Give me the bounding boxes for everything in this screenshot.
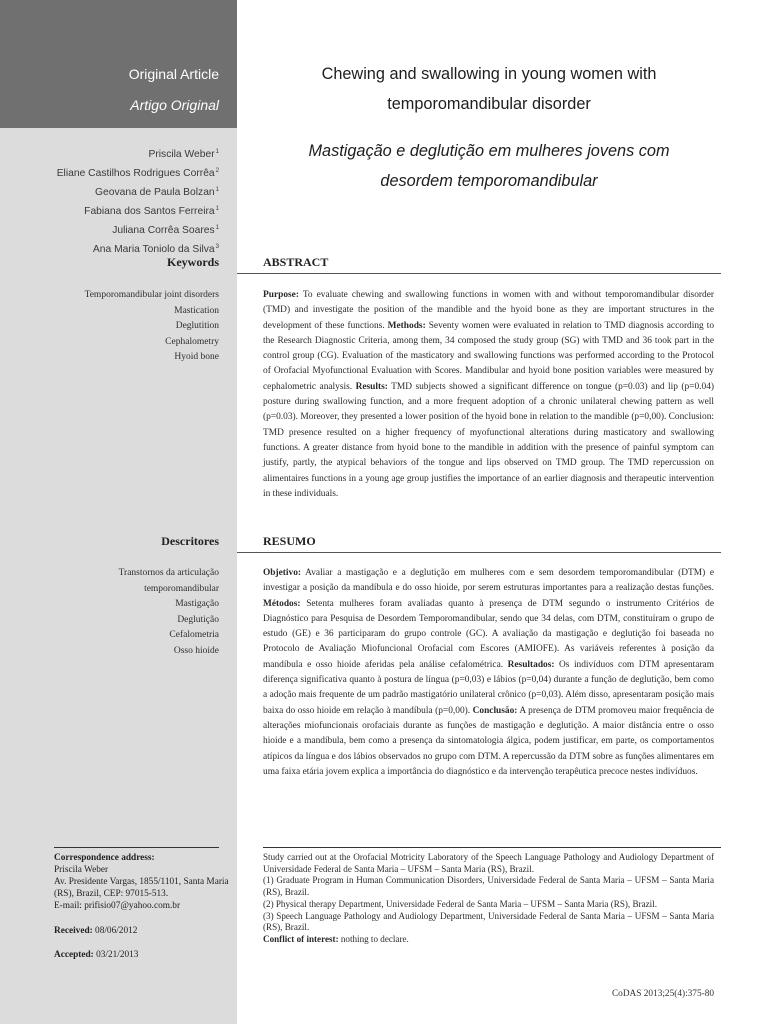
received-date: 08/06/2012 — [95, 926, 138, 936]
descritores-list — [119, 566, 219, 659]
journal-citation: CoDAS 2013;25(4):375-80 — [611, 989, 714, 999]
resumo-text — [263, 566, 714, 780]
article-type-pt: Artigo Original — [130, 97, 219, 113]
keyword-item: Mastication — [174, 305, 219, 316]
author-item: Priscila Weber$^1$ — [148, 149, 219, 160]
author-item: Geovana de Paula Bolzan$^1$ — [95, 187, 219, 198]
keywords-list — [85, 288, 219, 366]
accepted-date: 03/21/2013 — [96, 950, 139, 960]
results-label: Results: — [355, 381, 388, 392]
correspondence-name: Priscila Weber — [54, 865, 109, 875]
descritores-heading: Descritores — [161, 534, 219, 548]
keyword-item: Deglutition — [175, 321, 219, 331]
objetivo-label: Objetivo: — [263, 568, 302, 578]
conflict-text: nothing to declare. — [340, 933, 409, 944]
resultados-label: Resultados: — [507, 659, 555, 670]
purpose-label: Purpose: — [263, 290, 299, 300]
descritor-item: Mastigação — [175, 599, 219, 609]
keyword-item: Cephalometry — [165, 336, 219, 347]
footnote-affiliation: (2) Physical therapy Department, Universidade Federal de Santa Maria – UFSM – Santa Maria (RS), Brazil. — [263, 898, 657, 909]
author-item: Fabiana dos Santos Ferreira$^1$ — [84, 206, 219, 217]
abstract-rule — [237, 273, 721, 274]
resumo-heading: RESUMO — [263, 534, 316, 548]
title-pt — [264, 136, 714, 196]
footnote-study: Study carried out at the Orofacial Motricity Laboratory of the Speech Language Pathology and Audiology Department of Universidade Federal de Santa Maria – UFSM – Santa Maria (RS), Brazil. — [263, 852, 714, 874]
author-item: Juliana Corrêa Soares$^1$ — [112, 225, 219, 236]
correspondence-rule — [54, 847, 219, 848]
methods-label: Methods: — [387, 320, 426, 331]
title-pt-line: desordem temporomandibular — [380, 172, 598, 190]
descritor-item: Cefalometria — [169, 630, 219, 640]
keyword-item: Hyoid bone — [174, 352, 219, 362]
correspondence-address: Av. Presidente Vargas, 1855/1101, Santa Maria (RS), Brazil, CEP: 97015-513. — [54, 877, 229, 899]
conflict-label: Conflict of interest: — [263, 933, 339, 944]
correspondence-block — [54, 852, 229, 912]
title-pt-line: Mastigação e deglutição em mulheres jovens com — [308, 142, 670, 160]
author-item: Ana Maria Toniolo da Silva$^3$ — [92, 244, 219, 255]
received-label: Received: — [54, 926, 93, 936]
descritor-item: Transtornos da articulação — [118, 568, 219, 578]
results-text: TMD subjects showed a significant difference on tongue (p=0.03) and lip (p=0.04) posture during swallowing function, and a more frequent adoption of a chronic unilateral chewing pattern as well (p=0.03). Moreover, they presented a lower position of the hyoid bone in relation to the mandible (p=0,00). Conclusion: TMD presence resulted on a higher frequency of myofunctional alterations during masticatory and swallowing functions. A greater distance from hyoid bone to the mandible in addition with the presence of painful symptom can justify, partly, the atypical behaviors of the tongue and lips observed on TMD group. The TMD repercussion on alimentaires functions in a young age group justifies the importance of an earlier diagnosis and therapeutic intervention in these individuals. — [263, 381, 714, 499]
abstract-heading: ABSTRACT — [263, 255, 329, 269]
footnote-affiliation: (3) Speech Language Pathology and Audiology Department, Universidade Federal de Santa Maria – UFSM – Santa Maria (RS), Brazil. — [263, 910, 714, 933]
article-type-band — [0, 0, 237, 128]
resumo-rule — [237, 552, 721, 553]
keyword-item: Temporomandibular joint disorders — [84, 290, 219, 300]
sidebar — [0, 0, 237, 1024]
correspondence-email[interactable]: E-mail: prifisio07@yahoo.com.br — [54, 901, 181, 911]
purpose-text: To evaluate chewing and swallowing functions in women with and without temporomandibular disorder (TMD) and investigate the position of the mandible and the hyoid bone as they are important structures in the development of these functions. — [263, 290, 714, 331]
title-en — [264, 59, 714, 119]
correspondence-label: Correspondence address: — [54, 853, 155, 863]
descritor-item: temporomandibular — [144, 583, 219, 594]
title-en-line: temporomandibular disorder — [387, 95, 591, 113]
title-en-line: Chewing and swallowing in young women with — [321, 65, 657, 83]
keywords-heading: Keywords — [167, 255, 219, 269]
methods-text: Seventy women were evaluated in relation to TMD diagnosis according to the Research Diagnostic Criteria, among them, 34 composed the study group (SG) with TMD and 36 took part in the control group (CG). Evaluation of the masticatory and swallowing functions was performed according to the Protocol of Orofacial Myofunctional Evaluation with Scores. Mandibular and hyoid bone position variables were measured by cephalometric analysis. — [263, 320, 715, 392]
resultados-text: Os indivíduos com DTM apresentaram diferença significativa quanto à postura de língua (p=0,03) e lábios (p=0,04) durante a função de deglutição, bem como a adoção mais frequente de um padrão mastigatório unilateral crônico (p=0,03). Além disso, apresentaram posição mais baixa do osso hioide em relação à mandíbula (p=0,00). — [263, 659, 715, 716]
article-type-en: Original Article — [128, 66, 219, 82]
conclusao-text: A presença de DTM promoveu maior frequência de alterações miofuncionais orofaciais durante as funções de mastigação e deglutição. A maior distância entre o osso hioide e a mandíbula, bem como a presença da sintomatologia álgica, podem justificar, em parte, os comportamentos atípicos da língua e dos lábios observados no grupo com DTM. A repercussão da DTM sobre as funções alimentares em uma faixa etária jovem explica a importância do diagnóstico e da intervenção terapêutica precoce nestes indivíduos. — [263, 705, 714, 777]
descritor-item: Deglutição — [177, 614, 219, 625]
footnote-rule — [263, 847, 721, 848]
abstract-text — [263, 288, 714, 502]
accepted-line — [54, 950, 138, 960]
descritor-item: Osso hioide — [173, 645, 219, 656]
author-list — [57, 144, 219, 258]
footnote-affiliation: (1) Graduate Program in Human Communication Disorders, Universidade Federal de Santa Maria – UFSM – Santa Maria (RS), Brazil. — [263, 875, 714, 898]
metodos-text: Setenta mulheres foram avaliadas quanto à presença de DTM segundo o instrumento Critérios de Diagnóstico para Pesquisa de Desordem Temporomandibular, sendo que 34 delas, com DTM, constituíram o grupo de estudo (GE) e 36 participaram do grupo controle (GC). A avaliação da mastigação e deglutição foi baseada no Protocolo de Avaliação Miofuncional Orofacial com Escores (AMIOFE). As variáveis referentes à posição da mandíbula e osso hioide aferidas pela análise cefalométrica. — [263, 598, 715, 670]
accepted-label: Accepted: — [54, 950, 94, 960]
footnote-conflict — [263, 934, 714, 946]
conclusao-label: Conclusão: — [472, 705, 518, 716]
objetivo-text: Avaliar a mastigação e a deglutição em mulheres com e sem desordem temporomandibular (DTM) e investigar a posição da mandíbula e do osso hioide, por serem estruturas importantes para a realização destas funções. — [263, 568, 714, 594]
footnote — [263, 852, 714, 946]
received-line — [54, 926, 137, 936]
metodos-label: Métodos: — [263, 598, 301, 609]
author-item: Eliane Castilhos Rodrigues Corrêa$^2$ — [56, 168, 219, 179]
